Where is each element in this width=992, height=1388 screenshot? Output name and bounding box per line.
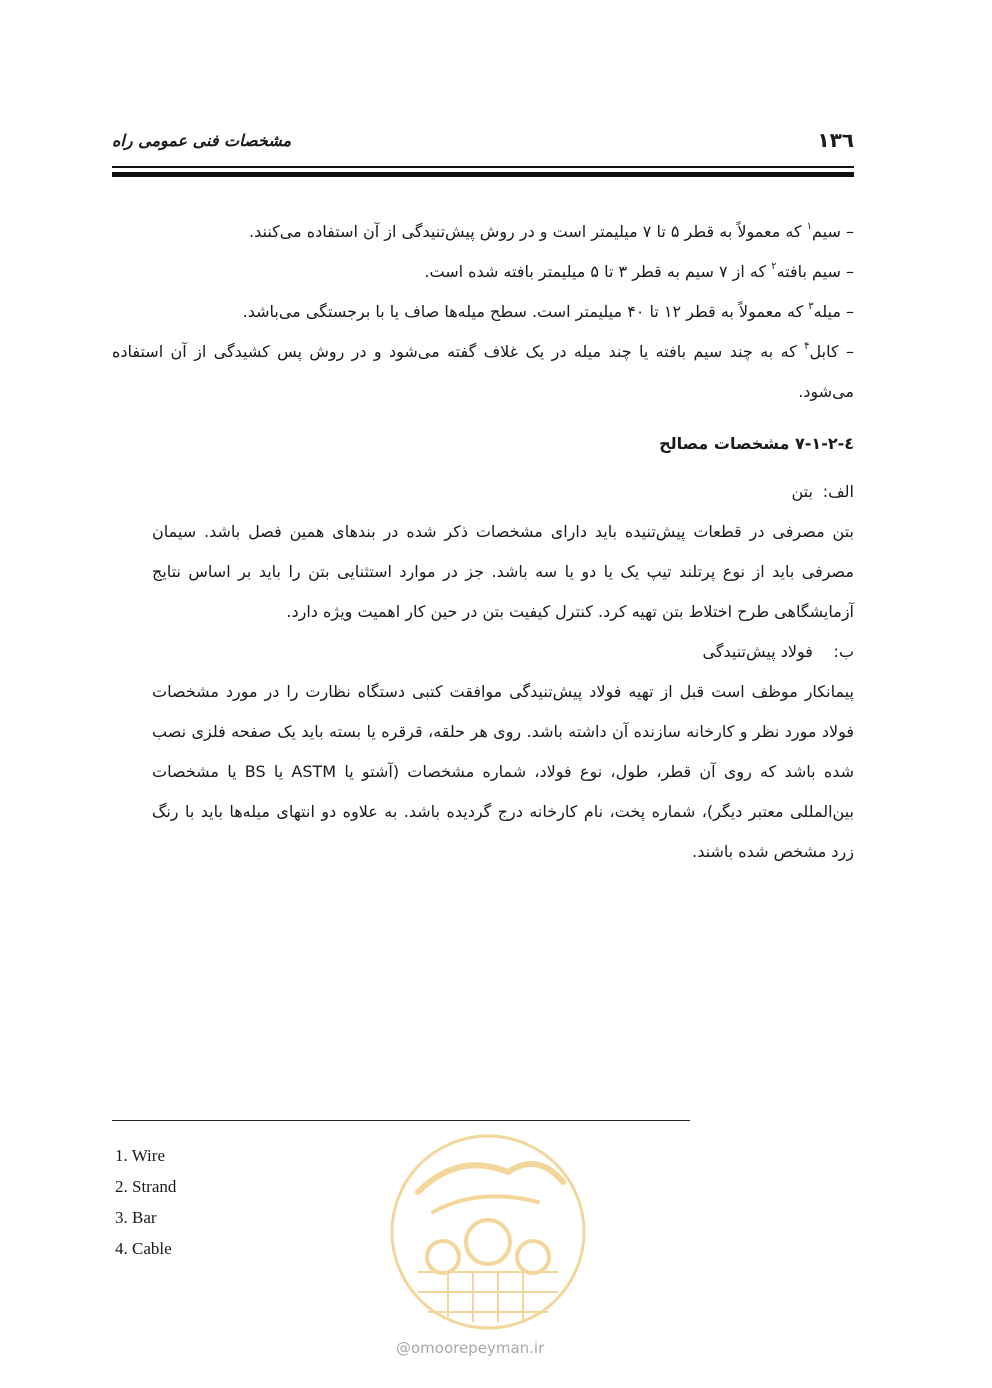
header-rule-thin (112, 166, 854, 168)
bullet-text: – سیم بافته (776, 262, 854, 281)
bullet-text: – سیم (812, 222, 854, 241)
bullet-strand (112, 252, 854, 292)
page-number: ۱۳٦ (817, 128, 854, 152)
bullet-text: – کابل (809, 342, 854, 361)
watermark-url: @omoorepeyman.ir (396, 1339, 545, 1357)
bullet-text: که به چند سیم بافته یا چند میله در یک غلاف گفته می‌شود و در روش پس کشیدگی از آن استفاده می‌شود. (112, 342, 854, 401)
header-rule-thick (112, 172, 854, 177)
footnote-1: 1. Wire (115, 1146, 165, 1165)
footnote-ref: ۳ (808, 301, 814, 312)
bullet-bar (112, 292, 854, 332)
bullet-text: – میله (813, 302, 854, 321)
bullet-text: که از ۷ سیم به قطر ۳ تا ۵ میلیمتر بافته شده است. (424, 262, 772, 281)
running-title: مشخصات فنی عمومی راه (112, 131, 292, 150)
footnote-ref: ۲ (771, 261, 777, 272)
bullet-text: که معمولاً به قطر ۵ تا ۷ میلیمتر است و در روش پیش‌تنیدگی از آن استفاده می‌کنند. (249, 222, 807, 241)
item-mark: ب: (833, 642, 854, 661)
item-title: فولاد پیش‌تنیدگی (702, 642, 813, 661)
watermark-url-text: omoorepeyman.ir (411, 1339, 545, 1357)
footnotes (115, 1140, 176, 1264)
item-text-steel: پیمانکار موظف است قبل از تهیه فولاد پیش‌تنیدگی موافقت کتبی دستگاه نظارت را در مورد مشخصات فولاد مورد نظر و کارخانه سازنده آن داشته باشد. روی هر حلقه، قرقره یا بسته باید یک صفحه فلزی نصب شده باشد که روی آن قطر، طول، نوع فولاد، شماره مشخصات (آشتو یا ASTM یا BS یا مشخصات بین‌المللی معتبر دیگر)، شماره پخت، نام کارخانه درج گردیده باشد. به علاوه دو انتهای میله‌ها باید با رنگ زرد مشخص شده باشند. (152, 682, 855, 861)
item-label-steel (112, 632, 854, 672)
bullet-cable (112, 332, 854, 412)
section-heading: ٤-۷-۱-۲ مشخصات مصالح (659, 434, 854, 453)
item-title: بتن (791, 482, 813, 501)
body-text (112, 212, 854, 872)
bullet-text: که معمولاً به قطر ۱۲ تا ۴۰ میلیمتر است. سطح میله‌ها صاف یا با برجستگی می‌باشد. (242, 302, 809, 321)
footnote-rule (112, 1120, 690, 1121)
item-text-concrete: بتن مصرفی در قطعات پیش‌تنیده باید دارای مشخصات ذکر شده در بندهای همین فصل باشد. سیمان مصرفی باید از نوع پرتلند تیپ یک یا دو یا سه باشد. جز در موارد استثنایی بتن را باید بر اساس نتایج آزمایشگاهی طرح اختلاط بتن تهیه کرد. کنترل کیفیت بتن در حین کار اهمیت ویژه دارد. (152, 522, 854, 621)
item-mark: الف: (822, 482, 854, 501)
footnote-4: 4. Cable (115, 1239, 172, 1258)
footnote-3: 3. Bar (115, 1208, 157, 1227)
item-label-concrete (112, 472, 854, 512)
bullet-wire (112, 212, 854, 252)
watermark-logo (388, 1132, 588, 1332)
page-header (112, 128, 854, 162)
footnote-2: 2. Strand (115, 1177, 177, 1196)
footnote-ref: ۱ (806, 221, 813, 232)
footnote-ref: ۴ (804, 341, 810, 352)
